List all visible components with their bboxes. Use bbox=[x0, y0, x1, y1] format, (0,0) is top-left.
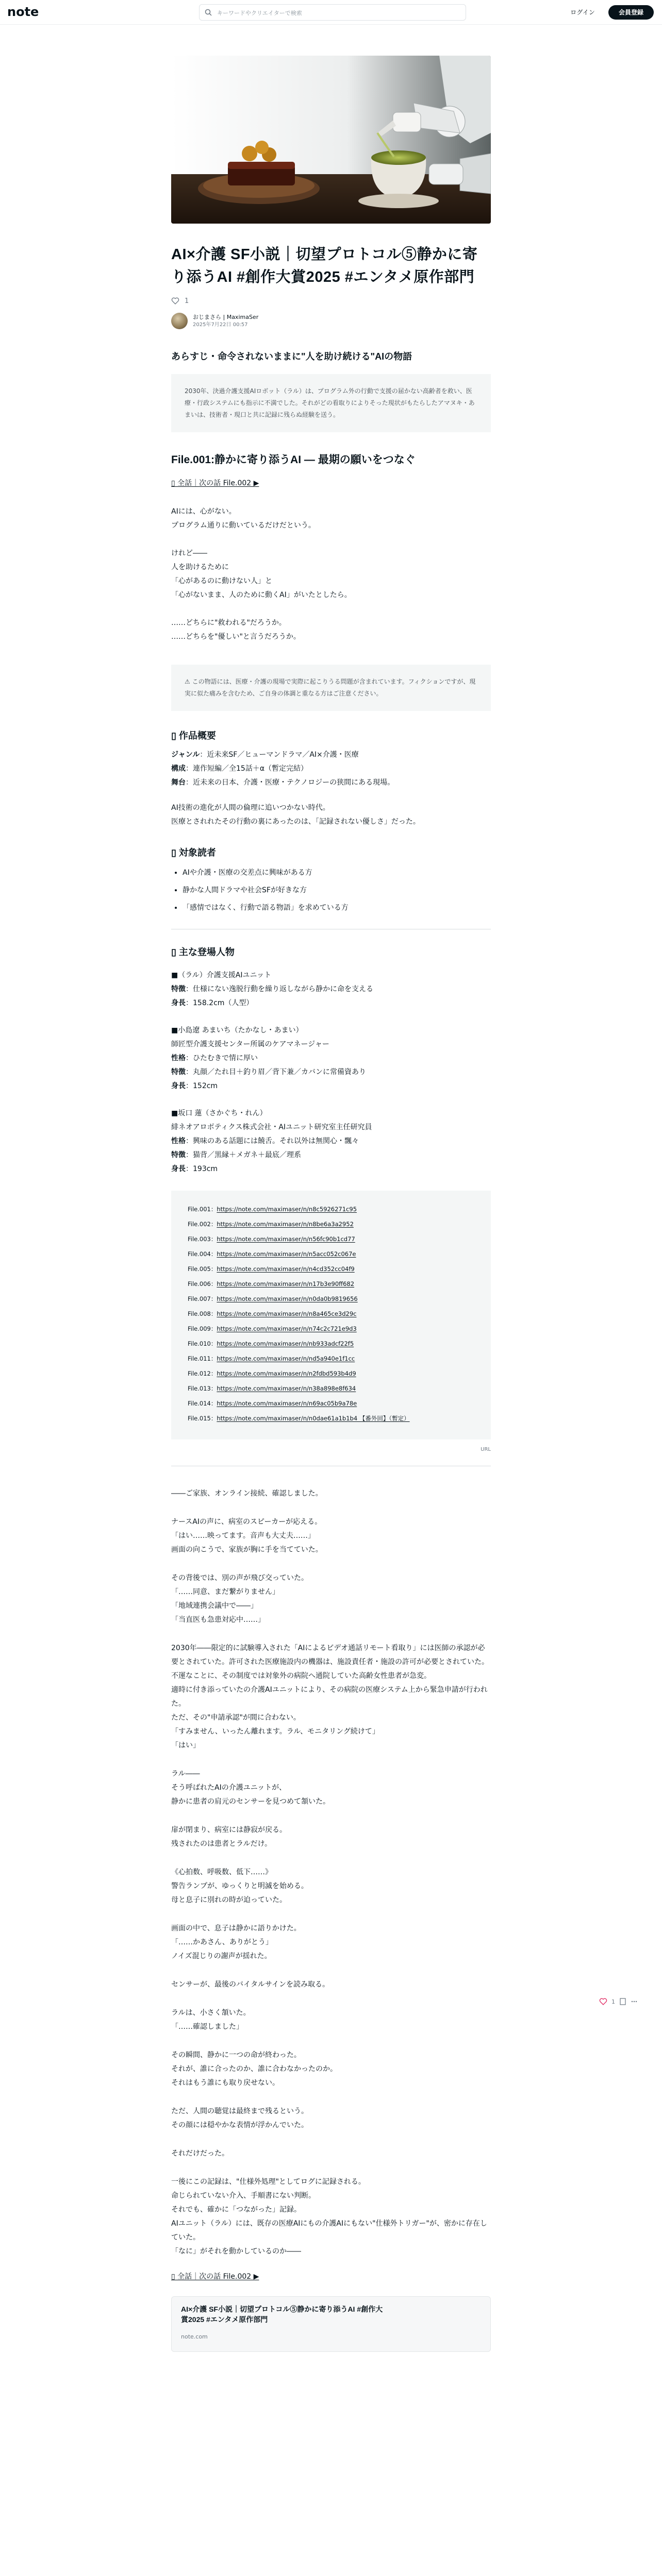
story-paragraph: 画面の中で、息子は静かに語りかけた。 「……かあさん、ありがとう」 ノイズ混じりの謝声が揺れた。 bbox=[171, 1924, 301, 1960]
overview-key: 舞台 bbox=[171, 778, 186, 787]
char-value: 緋ネオアロボティクス株式会社・AIユニット研究室主任研究員 bbox=[171, 1123, 372, 1131]
story-paragraph: ただ、人間の聴覚は最終まで残るという。 その顔には穏やかな表情が浮かんでいた。 bbox=[171, 2107, 308, 2129]
url-link[interactable]: https://note.com/maximaser/n/n4cd352cc04f9 bbox=[217, 1265, 355, 1273]
url-link[interactable]: https://note.com/maximaser/n/n69ac05b9a78e bbox=[217, 1400, 357, 1407]
url-label: File.012： bbox=[188, 1370, 217, 1377]
register-button[interactable]: 会員登録 bbox=[608, 5, 654, 20]
url-item bbox=[188, 1232, 474, 1247]
overview-item bbox=[171, 762, 491, 776]
url-item bbox=[188, 1277, 474, 1292]
char-value: ：193cm bbox=[186, 1165, 218, 1173]
overview-key: 構成 bbox=[171, 765, 186, 773]
poem-line: 「心があるのに動けない人」と bbox=[171, 577, 272, 585]
overview-item bbox=[171, 776, 491, 790]
synopsis-heading: あらすじ・命令されないままに"人を助け続ける"AIの物語 bbox=[171, 351, 412, 362]
list-item: • 「感情ではなく、行動で語る物語」を求めている方 bbox=[183, 899, 491, 917]
url-link[interactable]: https://note.com/maximaser/n/n8be6a3a2952 bbox=[217, 1221, 354, 1228]
char-value: ：158.2cm（人型） bbox=[186, 999, 254, 1007]
like-count: 1 bbox=[185, 297, 189, 305]
episode-url-list bbox=[171, 1191, 491, 1439]
top-navigation-bar bbox=[0, 0, 662, 25]
url-link[interactable]: https://note.com/maximaser/n/n38a898e8f634 bbox=[217, 1385, 356, 1392]
url-item bbox=[188, 1351, 474, 1366]
url-link[interactable]: https://note.com/maximaser/n/n0dae61a1b1b4 【番外回】（暫定） bbox=[217, 1415, 410, 1422]
story-paragraph: その背後では、別の声が飛び交っていた。 「……同意、まだ繋がりません」 「地域連携会議中で――」 「当直医も急患対応中……」 bbox=[171, 1574, 308, 1624]
side-like-count: 1 bbox=[611, 1998, 615, 2005]
url-link[interactable]: https://note.com/maximaser/n/n8c5926271c95 bbox=[217, 1206, 357, 1213]
story-paragraph: 扉が閉まり、病室には静寂が戻る。 残されたのは患者とラルだけ。 bbox=[171, 1826, 287, 1848]
url-item bbox=[188, 1396, 474, 1411]
story-paragraph: ラル―― そう呼ばれたAIの介護ユニットが、 静かに患者の肩元のセンサーを見つめて頷いた。 bbox=[171, 1770, 330, 1806]
story-text bbox=[171, 1487, 491, 2259]
url-label: File.014： bbox=[188, 1400, 217, 1407]
note-logo[interactable]: note bbox=[7, 5, 39, 19]
like-row bbox=[171, 295, 491, 307]
char-key: 身長 bbox=[171, 999, 186, 1007]
list-item: • AIや介護・医療の交差点に興味がある方 bbox=[183, 864, 491, 882]
url-label: File.013： bbox=[188, 1385, 217, 1392]
url-label: File.001： bbox=[188, 1206, 217, 1213]
url-link[interactable]: https://note.com/maximaser/n/nb933adcf22f5 bbox=[217, 1340, 354, 1347]
poem-line: ……どちらに"救われる"だろうか。 bbox=[171, 619, 286, 627]
url-label: File.004： bbox=[188, 1250, 217, 1258]
url-item bbox=[188, 1217, 474, 1232]
character-name: ■（ラル）介護支援AIユニット bbox=[171, 971, 271, 979]
overview-item bbox=[171, 748, 491, 762]
url-item bbox=[188, 1321, 474, 1336]
file-heading: File.001:静かに寄り添うAI ― 最期の願いをつなぐ bbox=[171, 454, 416, 466]
poem-line: ……どちらを"優しい"と言うだろうか。 bbox=[171, 633, 301, 641]
char-value: ：猫背／黒縁＋メガネ＋最底／理系 bbox=[186, 1151, 301, 1159]
url-link[interactable]: https://note.com/maximaser/n/n8a465ce3d29c bbox=[217, 1310, 357, 1317]
notice-box: ⚠ この物語には、医療・介護の現場で実際に起こりうる問題が含まれています。フィクションですが、現実に似た痛みを含むため、ご自身の体調と重なる方はご注意ください。 bbox=[171, 665, 491, 711]
url-label: File.003： bbox=[188, 1235, 217, 1243]
list-item: • 静かな人間ドラマや社会SFが好きな方 bbox=[183, 882, 491, 899]
heart-icon[interactable] bbox=[171, 297, 179, 305]
poem-line: プログラム通りに動いているだけだという。 bbox=[171, 521, 316, 530]
story-paragraph: 一後にこの記録は、"仕様外処理"としてログに記録される。 命じられていない介入、手順書にない判断。 それでも、確かに「つながった」記録。 AIユニット（ラル）には、既存の医療AIにもの介護AIにもない"仕様外トリガー"が、密かに存在していた。 「なに」がそれを動かしているのか―― bbox=[171, 2178, 487, 2256]
poem-line bbox=[171, 533, 491, 547]
url-link[interactable]: https://note.com/maximaser/n/n17b3e90ff682 bbox=[217, 1280, 355, 1287]
floating-action-bar bbox=[599, 1996, 638, 2007]
poem-line bbox=[171, 602, 491, 616]
search-icon bbox=[205, 9, 212, 16]
url-label: File.011： bbox=[188, 1355, 217, 1362]
url-item bbox=[188, 1262, 474, 1277]
character-block bbox=[171, 969, 491, 1010]
character-block bbox=[171, 1107, 491, 1176]
url-link[interactable]: https://note.com/maximaser/n/n0da0b9819656 bbox=[217, 1295, 358, 1302]
article bbox=[171, 56, 491, 2352]
poem-line: AIには、心がない。 bbox=[171, 507, 236, 516]
url-link[interactable]: https://note.com/maximaser/n/n5acc052c067e bbox=[217, 1250, 356, 1258]
url-item bbox=[188, 1292, 474, 1307]
author-row bbox=[171, 311, 491, 331]
publish-date: 2025年7月22日 00:57 bbox=[193, 322, 248, 328]
story-paragraph: それだけだった。 bbox=[171, 2149, 229, 2158]
url-item bbox=[188, 1381, 474, 1396]
login-button[interactable]: ログイン bbox=[570, 9, 595, 16]
url-item bbox=[188, 1366, 474, 1381]
char-value: ：仕様にない逸脱行動を繰り返しながら静かに命を支える bbox=[186, 985, 373, 993]
more-icon[interactable] bbox=[631, 1998, 638, 2005]
article-title: AI×介護 SF小説｜切望プロトコル⑤静かに寄り添うAI #創作大賞2025 #エンタメ原作部門 bbox=[171, 246, 478, 285]
char-key: 特徴 bbox=[171, 985, 186, 993]
char-value: 師匠型介護支援センター所属のケアマネージャー bbox=[171, 1040, 329, 1048]
poem-line: けれど―― bbox=[171, 549, 207, 557]
character-name: ■小島遼 あまいち（たかなし・あまい） bbox=[171, 1026, 303, 1035]
toc-link[interactable]: ▯ 全話｜次の話 File.002 ▶ bbox=[171, 479, 259, 487]
url-label: File.005： bbox=[188, 1265, 217, 1273]
heart-icon[interactable] bbox=[599, 1997, 607, 2006]
url-item bbox=[188, 1202, 474, 1217]
eyecatch-image bbox=[171, 56, 491, 224]
char-value: ：丸顔／たれ目＋釣り眉／背下兼／カバンに常備資あり bbox=[186, 1068, 366, 1076]
story-paragraph: ラルは、小さく頷いた。 「……確認しました」 bbox=[171, 2009, 251, 2031]
url-label: File.007： bbox=[188, 1295, 217, 1302]
url-label: File.010： bbox=[188, 1340, 217, 1347]
characters-heading: ▯ 主な登場人物 bbox=[171, 947, 235, 957]
url-label: File.008： bbox=[188, 1310, 217, 1317]
search-box[interactable] bbox=[199, 4, 466, 21]
avatar[interactable] bbox=[171, 313, 188, 329]
story-paragraph: センサーが、最後のバイタルサインを読み取る。 bbox=[171, 1980, 330, 1989]
poem-line: 人を助けるために bbox=[171, 563, 229, 571]
char-key: 特徴 bbox=[171, 1068, 186, 1076]
overview-heading: ▯ 作品概要 bbox=[171, 731, 216, 741]
overview-note: AI技術の進化が人間の倫理に追いつかない時代。 医療とされれたその行動の裏にあったのは、「記録されない優しさ」だった。 bbox=[171, 804, 420, 826]
search-input[interactable] bbox=[217, 8, 459, 18]
url-item bbox=[188, 1247, 474, 1262]
audience-list bbox=[171, 864, 491, 917]
story-paragraph: ナースAIの声に、病室のスピーカーが応える。 「はい……映ってます。音声も大丈夫……」 画面の向こうで、家族が胸に手を当てていた。 bbox=[171, 1518, 323, 1554]
url-link[interactable]: https://note.com/maximaser/n/n2fdbd593b4d9 bbox=[217, 1370, 356, 1377]
bookmark-icon[interactable] bbox=[619, 1998, 626, 2005]
story-paragraph: 《心拍数、呼吸数、低下……》 警告ランプが、ゆっくりと明滅を始める。 母と息子に別れの時が迫っていた。 bbox=[171, 1868, 308, 1904]
overview-list bbox=[171, 748, 491, 790]
url-label: File.015： bbox=[188, 1415, 217, 1422]
synopsis-box: 2030年、決過介護支援AIロボット（ラル）は、プログラム外の行動で支援の届かない高齢者を救い、医療・行政システムにも指示に不満でした。それがどの看取りによりそった現状がもたらしたアマヌキ・あまいは、技術者・現口と共に記録に残らぬ経験を送う。 bbox=[171, 374, 491, 432]
char-key: 身長 bbox=[171, 1082, 186, 1090]
url-label: File.006： bbox=[188, 1280, 217, 1287]
poem bbox=[171, 505, 491, 644]
story-paragraph: ――ご家族、オンライン接続、確認しました。 bbox=[171, 1489, 323, 1498]
url-link[interactable]: https://note.com/maximaser/n/n56fc90b1cd77 bbox=[217, 1235, 355, 1243]
url-caption: URL bbox=[481, 1447, 491, 1452]
char-key: 身長 bbox=[171, 1165, 186, 1173]
story-paragraph: その瞬間、静かに一つの命が終わった。 それが、誰に合ったのか、誰に合わなかったのか。 それはもう誰にも取り戻せない。 bbox=[171, 2051, 337, 2087]
author-name[interactable]: おじまさら | MaximaSer bbox=[193, 314, 259, 320]
character-block bbox=[171, 1024, 491, 1093]
overview-value: ：連作短編／全15話＋α（暫定完結） bbox=[186, 765, 308, 773]
overview-value: ：近未来SF／ヒューマンドラマ／AI×介護・医療 bbox=[200, 751, 359, 759]
story-paragraph: 2030年――限定的に試験導入された「AIによるビデオ通話リモート看取り」には医師の承認が必要とされていた。許可された医療施設内の機器は、施設責任者・施設の許可が必要とされていた。 不運なことに、その制度では対象外の病院へ通院していた高齢女性患者が急変。 適時に付き添っていたの介護AIユニットにより、その病院の医療システム上から緊急申請が行われた。 ただ、その"申請承認"が間に合わない。 「すみません、いったん離れます。ラル、モニタリング続けて」 「はい」 bbox=[171, 1644, 489, 1750]
url-link[interactable]: https://note.com/maximaser/n/n74c2c721e9d3 bbox=[217, 1325, 357, 1332]
card-domain: note.com bbox=[181, 2333, 208, 2340]
url-item bbox=[188, 1307, 474, 1321]
article-body bbox=[171, 349, 491, 2352]
audience-heading: ▯ 対象読者 bbox=[171, 848, 216, 858]
overview-key: ジャンル bbox=[171, 751, 200, 759]
character-name: ■坂口 蓮（さかぐち・れん） bbox=[171, 1109, 267, 1117]
char-key: 性格 bbox=[171, 1054, 186, 1062]
url-item bbox=[188, 1336, 474, 1351]
overview-value: ：近未来の日本、介護・医療・テクノロジーの狭間にある現場。 bbox=[186, 778, 395, 787]
char-value: ：152cm bbox=[186, 1082, 218, 1090]
url-link[interactable]: https://note.com/maximaser/n/nd5a940e1f1cc bbox=[217, 1355, 355, 1362]
url-item bbox=[188, 1411, 474, 1426]
card-title: AI×介護 SF小説｜切望プロトコル⑤静かに寄り添うAI #創作大賞2025 #エンタメ原作部門 bbox=[181, 2305, 383, 2324]
url-label: File.002： bbox=[188, 1221, 217, 1228]
char-value: ：興味のある話題には饒舌。それ以外は無関心・飄々 bbox=[186, 1137, 359, 1145]
next-article-card[interactable] bbox=[171, 2296, 491, 2352]
toc-link-bottom[interactable]: ▯ 全話｜次の話 File.002 ▶ bbox=[171, 2273, 259, 2281]
poem-line: 「心がないまま、人のために動くAI」がいたとしたら。 bbox=[171, 591, 352, 599]
char-key: 特徴 bbox=[171, 1151, 186, 1159]
char-key: 性格 bbox=[171, 1137, 186, 1145]
char-value: ：ひたむきで情に厚い bbox=[186, 1054, 258, 1062]
url-label: File.009： bbox=[188, 1325, 217, 1332]
